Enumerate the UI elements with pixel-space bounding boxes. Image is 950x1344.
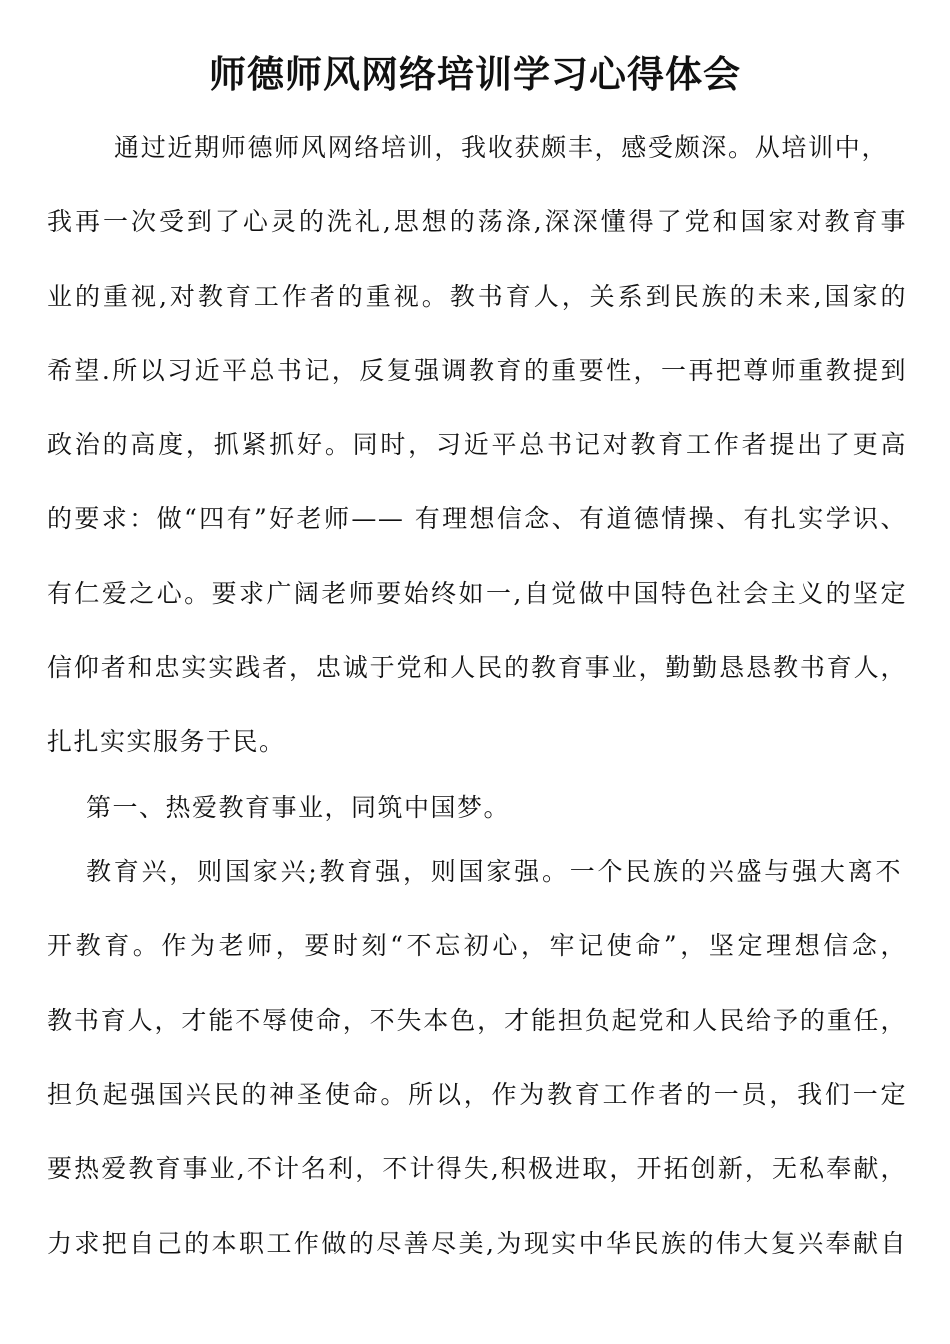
text-line: 扎扎实实服务于民。	[47, 727, 286, 756]
text-line: 担负起强国兴民的神圣使命。所以，作为教育工作者的一员，我们一定	[47, 1080, 907, 1109]
text-line: 的要求：做“四有”好老师—— 有理想信念、有道德情操、有扎实学识、	[47, 504, 907, 533]
document-title: 师德师风网络培训学习心得体会	[209, 52, 741, 96]
text-line: 力求把自己的本职工作做的尽善尽美,为现实中华民族的伟大复兴奉献自	[47, 1229, 907, 1258]
text-line: 通过近期师德师风网络培训，我收获颇丰，感受颇深。从培训中，	[114, 133, 888, 162]
text-line: 有仁爱之心。要求广阔老师要始终如一,自觉做中国特色社会主义的坚定	[47, 579, 907, 608]
text-line: 教育兴，则国家兴;教育强，则国家强。一个民族的兴盛与强大离不	[86, 857, 902, 886]
section-heading: 第一、热爱教育事业，同筑中国梦。	[86, 793, 511, 822]
text-line: 教书育人，才能不辱使命，不失本色，才能担负起党和人民给予的重任，	[47, 1006, 907, 1035]
text-line: 信仰者和忠实实践者，忠诚于党和人民的教育事业，勤勤恳恳教书育人，	[47, 653, 907, 682]
text-line: 希望.所以习近平总书记，反复强调教育的重要性，一再把尊师重教提到	[47, 356, 907, 385]
text-line: 业的重视,对教育工作者的重视。教书育人，关系到民族的未来,国家的	[47, 282, 907, 311]
text-line: 政治的高度，抓紧抓好。同时，习近平总书记对教育工作者提出了更高	[47, 430, 907, 459]
text-line: 开教育。作为老师，要时刻“不忘初心，牢记使命”，坚定理想信念，	[47, 931, 907, 960]
text-line: 我再一次受到了心灵的洗礼,思想的荡涤,深深懂得了党和国家对教育事	[47, 207, 907, 236]
text-line: 要热爱教育事业,不计名利，不计得失,积极进取，开拓创新，无私奉献，	[47, 1154, 907, 1183]
